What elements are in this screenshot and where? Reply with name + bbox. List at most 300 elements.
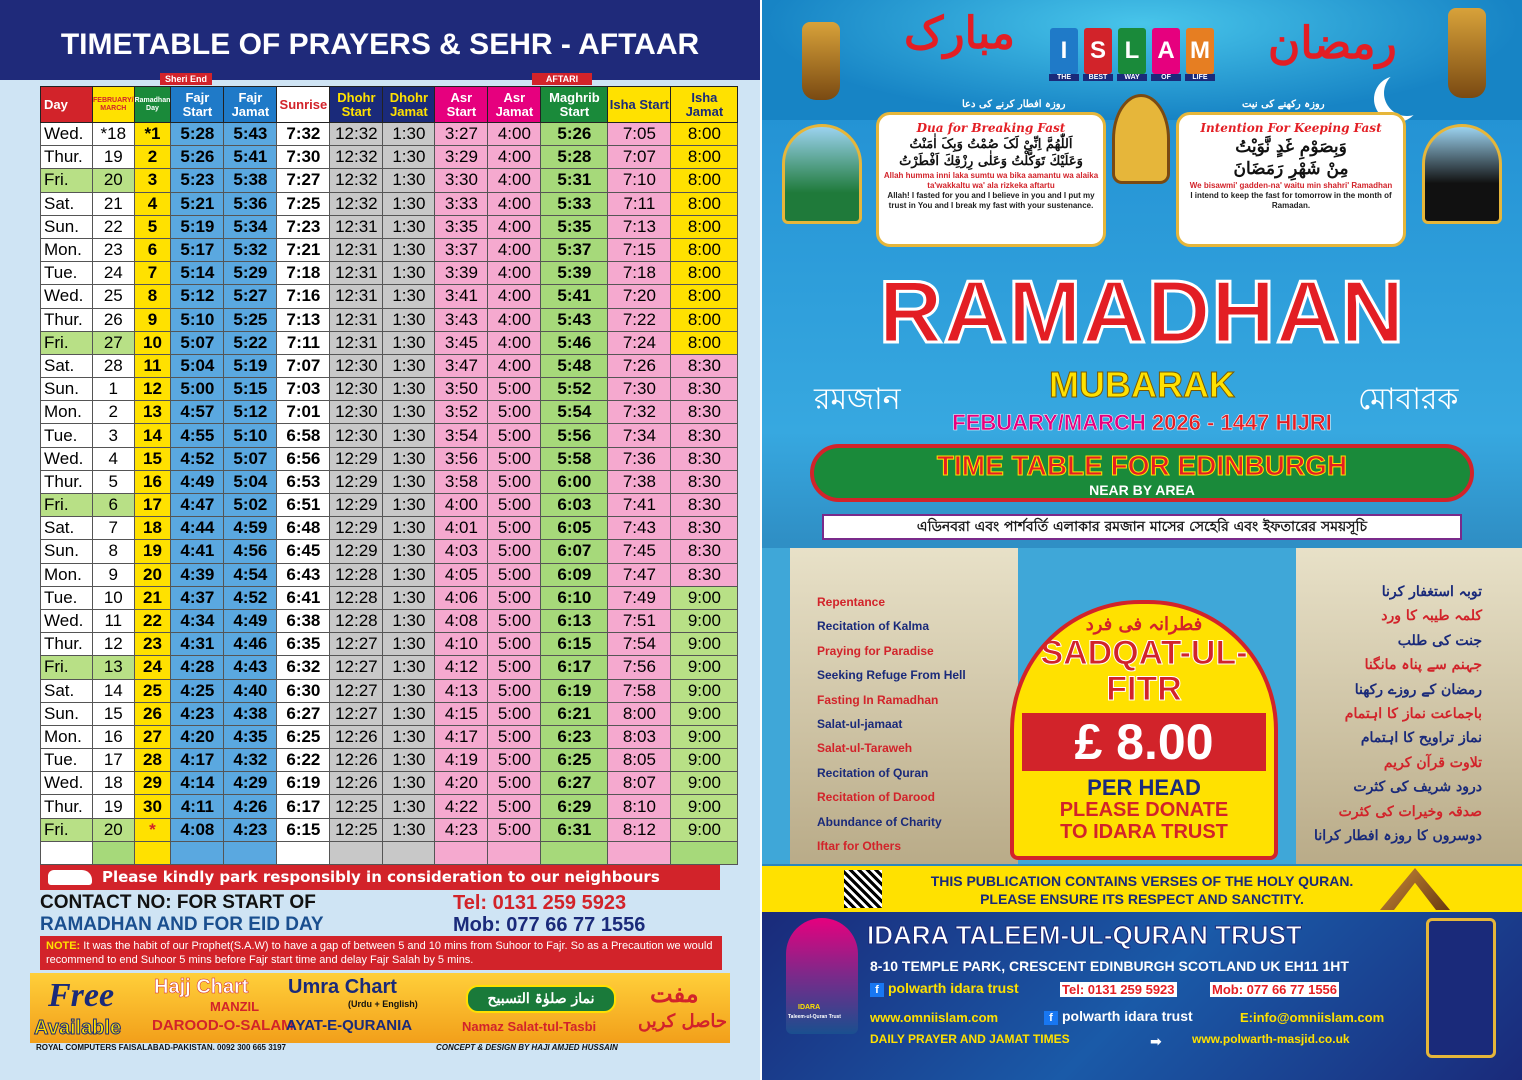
cell-fajr-start: 4:23	[171, 702, 224, 725]
cell-asr-jamat: 5:00	[488, 795, 541, 818]
cell-maghrib-start: 5:43	[541, 308, 608, 331]
calligraphy-logo-icon	[1426, 918, 1496, 1058]
cell-sunrise: 7:21	[277, 238, 330, 261]
cell-isha-jamat: 8:30	[671, 424, 738, 447]
cell-asr-jamat: 5:00	[488, 563, 541, 586]
cell-february-march: 26	[93, 308, 135, 331]
cell-fajr-start: 5:10	[171, 308, 224, 331]
virtue-item: Seeking Refuge From Hell	[817, 668, 966, 683]
cell-fajr-jamat: 5:04	[224, 470, 277, 493]
cell-asr-start: 3:54	[435, 424, 488, 447]
cell-fajr-start: 4:34	[171, 609, 224, 632]
cell-fajr-start: 4:25	[171, 679, 224, 702]
cell-asr-jamat: 5:00	[488, 609, 541, 632]
cell-sunrise	[277, 841, 330, 864]
cell-ramadhan-day: 4	[134, 192, 171, 215]
cell-ramadhan-day: 8	[134, 285, 171, 308]
cell-asr-start	[435, 841, 488, 864]
cell-day: Thur.	[41, 470, 93, 493]
parking-notice: Please kindly park responsibly in consideration to our neighbours	[40, 865, 720, 890]
cell-sunrise: 6:53	[277, 470, 330, 493]
cell-dhohr-start: 12:26	[330, 772, 383, 795]
cell-asr-jamat: 5:00	[488, 540, 541, 563]
virtue-item: Recitation of Quran	[817, 765, 929, 780]
header-ramadhan-day: Ramadhan Day	[134, 87, 171, 123]
virtue-item: Recitation of Darood	[817, 790, 936, 805]
cell-asr-start: 4:08	[435, 609, 488, 632]
cell-february-march: 13	[93, 656, 135, 679]
cell-ramadhan-day: 16	[134, 470, 171, 493]
islam-sub-label: OF	[1151, 74, 1181, 81]
cell-february-march	[93, 841, 135, 864]
cell-sunrise: 6:17	[277, 795, 330, 818]
cell-ramadhan-day: 6	[134, 238, 171, 261]
urdu-english: (Urdu + English)	[348, 999, 418, 1009]
cell-dhohr-jamat: 1:30	[383, 517, 435, 540]
cell-day: Fri.	[41, 818, 93, 841]
kaaba-icon	[1422, 124, 1502, 224]
website-link[interactable]: www.omniislam.com	[870, 1010, 999, 1025]
cell-dhohr-start: 12:26	[330, 725, 383, 748]
table-row	[41, 749, 738, 772]
cell-sunrise: 6:48	[277, 517, 330, 540]
header-maghrib-start: Maghrib Start	[541, 87, 608, 123]
cell-fajr-start: 4:37	[171, 586, 224, 609]
cell-asr-jamat: 4:00	[488, 308, 541, 331]
cell-isha-jamat: 8:30	[671, 401, 738, 424]
header-fajr-jamat: Fajr Jamat	[224, 87, 277, 123]
cell-dhohr-start: 12:29	[330, 470, 383, 493]
cell-asr-jamat: 4:00	[488, 215, 541, 238]
cell-isha-start: 7:15	[608, 238, 671, 261]
cell-isha-start	[608, 841, 671, 864]
car-icon	[48, 870, 92, 885]
virtue-item-urdu: نماز تراویح کا اہتمام	[1360, 730, 1482, 747]
cell-maghrib-start: 6:03	[541, 494, 608, 517]
cell-february-march: 8	[93, 540, 135, 563]
cell-day: Wed.	[41, 285, 93, 308]
website-link-2[interactable]: www.polwarth-masjid.co.uk	[1192, 1032, 1350, 1046]
virtue-item-urdu: درود شریف کی کثرت	[1353, 779, 1482, 796]
cell-day: Fri.	[41, 656, 93, 679]
cell-asr-start: 3:35	[435, 215, 488, 238]
cell-asr-start: 3:45	[435, 331, 488, 354]
cell-fajr-jamat: 4:43	[224, 656, 277, 679]
cell-isha-jamat: 8:30	[671, 540, 738, 563]
cell-asr-jamat: 5:00	[488, 818, 541, 841]
table-row	[41, 563, 738, 586]
cell-fajr-jamat: 5:29	[224, 262, 277, 285]
cell-asr-jamat: 4:00	[488, 285, 541, 308]
table-row	[41, 123, 738, 146]
free-charts-banner	[30, 973, 730, 1043]
cell-sunrise: 7:11	[277, 331, 330, 354]
facebook-link-2[interactable]: f polwarth idara trust	[1044, 1008, 1193, 1025]
cell-dhohr-jamat: 1:30	[383, 818, 435, 841]
cell-isha-start: 7:36	[608, 447, 671, 470]
credit-right: CONCEPT & DESIGN BY HAJI AMJED HUSSAIN	[436, 1043, 618, 1052]
virtue-item-urdu: دوسروں کا روزہ افطار کرانا	[1314, 828, 1482, 845]
cell-fajr-jamat: 5:34	[224, 215, 277, 238]
cell-dhohr-start: 12:32	[330, 123, 383, 146]
cell-isha-start: 7:11	[608, 192, 671, 215]
cell-maghrib-start: 6:13	[541, 609, 608, 632]
cell-asr-jamat: 5:00	[488, 401, 541, 424]
cell-asr-start: 4:22	[435, 795, 488, 818]
cell-fajr-jamat: 5:07	[224, 447, 277, 470]
cell-fajr-jamat: 4:26	[224, 795, 277, 818]
virtue-item-urdu: جہنم سے پناہ مانگنا	[1364, 657, 1482, 674]
cell-maghrib-start: 5:35	[541, 215, 608, 238]
table-row	[41, 586, 738, 609]
dua-label-urdu: روزہ افطار کرنے کی دعا	[962, 99, 1066, 110]
cell-maghrib-start: 6:00	[541, 470, 608, 493]
cell-dhohr-jamat: 1:30	[383, 192, 435, 215]
crescent-moon-icon	[1384, 70, 1430, 116]
cell-fajr-jamat: 5:10	[224, 424, 277, 447]
cell-isha-jamat: 8:00	[671, 192, 738, 215]
cell-sunrise: 7:01	[277, 401, 330, 424]
cell-dhohr-jamat: 1:30	[383, 795, 435, 818]
cell-ramadhan-day: 28	[134, 749, 171, 772]
cell-sunrise: 7:27	[277, 169, 330, 192]
cell-dhohr-start: 12:25	[330, 818, 383, 841]
cell-isha-jamat	[671, 841, 738, 864]
cell-maghrib-start: 5:56	[541, 424, 608, 447]
timetable-title: TIMETABLE OF PRAYERS & SEHR - AFTAAR	[0, 0, 760, 80]
table-row	[41, 818, 738, 841]
islam-sub-label: THE	[1049, 74, 1079, 81]
cell-february-march: 7	[93, 517, 135, 540]
cell-isha-jamat: 8:00	[671, 146, 738, 169]
virtue-item-urdu: جنت کی طلب	[1397, 632, 1482, 649]
cell-february-march: 10	[93, 586, 135, 609]
cell-day: Fri.	[41, 169, 93, 192]
cell-fajr-start: 5:00	[171, 378, 224, 401]
cell-dhohr-jamat: 1:30	[383, 262, 435, 285]
cell-ramadhan-day: 3	[134, 169, 171, 192]
cell-isha-jamat: 9:00	[671, 586, 738, 609]
cell-february-march: 21	[93, 192, 135, 215]
islam-letter-tag: L	[1118, 28, 1146, 74]
cell-isha-start: 7:56	[608, 656, 671, 679]
cell-asr-jamat: 5:00	[488, 725, 541, 748]
cell-dhohr-start: 12:29	[330, 540, 383, 563]
qr-code-icon[interactable]	[844, 870, 882, 908]
credit-left: ROYAL COMPUTERS FAISALABAD-PAKISTAN. 0092 300 665 3197	[36, 1043, 287, 1052]
cell-fajr-jamat: 5:19	[224, 354, 277, 377]
hajj-chart: Hajj Chart	[154, 976, 249, 998]
cell-isha-start: 7:13	[608, 215, 671, 238]
cell-isha-start: 7:43	[608, 517, 671, 540]
cell-fajr-jamat: 4:59	[224, 517, 277, 540]
cell-asr-jamat: 5:00	[488, 378, 541, 401]
islam-sub-label: WAY	[1117, 74, 1147, 81]
quran-respect-notice: THIS PUBLICATION CONTAINS VERSES OF THE HOLY QURAN. PLEASE ENSURE ITS RESPECT AND SANCTITY.	[762, 866, 1522, 912]
cell-dhohr-start: 12:27	[330, 679, 383, 702]
cell-asr-jamat: 5:00	[488, 424, 541, 447]
table-row	[41, 169, 738, 192]
ramzan-urdu: رمضان	[1268, 18, 1397, 69]
cell-maghrib-start: 5:41	[541, 285, 608, 308]
ramzan-bengali: রমজান	[814, 382, 901, 417]
cell-dhohr-start: 12:31	[330, 285, 383, 308]
cell-february-march: 22	[93, 215, 135, 238]
cell-asr-jamat: 4:00	[488, 192, 541, 215]
cell-fajr-jamat: 5:15	[224, 378, 277, 401]
cell-fajr-jamat: 5:27	[224, 285, 277, 308]
cell-isha-jamat: 9:00	[671, 772, 738, 795]
cell-day: Wed.	[41, 123, 93, 146]
cell-dhohr-jamat: 1:30	[383, 633, 435, 656]
manzil: MANZIL	[210, 999, 260, 1014]
cell-sunrise: 6:43	[277, 563, 330, 586]
namaz-urdu-badge: نماز صلوٰۃ التسبیح	[466, 985, 616, 1013]
cell-asr-start: 3:47	[435, 354, 488, 377]
cell-dhohr-start: 12:31	[330, 238, 383, 261]
cell-asr-start: 3:37	[435, 238, 488, 261]
cell-dhohr-jamat: 1:30	[383, 470, 435, 493]
cell-dhohr-start: 12:30	[330, 401, 383, 424]
cell-sunrise: 6:27	[277, 702, 330, 725]
cell-sunrise: 6:19	[277, 772, 330, 795]
header-day: Day	[41, 87, 93, 123]
cell-isha-start: 7:32	[608, 401, 671, 424]
cell-isha-jamat: 8:30	[671, 354, 738, 377]
virtue-item: Iftar for Others	[817, 839, 902, 854]
cell-sunrise: 6:51	[277, 494, 330, 517]
cell-dhohr-jamat: 1:30	[383, 772, 435, 795]
table-row	[41, 192, 738, 215]
cell-dhohr-jamat	[383, 841, 435, 864]
cell-isha-jamat: 8:30	[671, 447, 738, 470]
cell-fajr-jamat: 5:38	[224, 169, 277, 192]
virtue-item: Recitation of Kalma	[817, 619, 930, 634]
cell-fajr-start: 4:08	[171, 818, 224, 841]
cell-isha-start: 7:22	[608, 308, 671, 331]
cell-isha-jamat: 8:30	[671, 470, 738, 493]
cell-february-march: 14	[93, 679, 135, 702]
aftari-label: AFTARI	[532, 73, 592, 85]
cell-february-march: 6	[93, 494, 135, 517]
cell-asr-start: 3:27	[435, 123, 488, 146]
cell-sunrise: 7:18	[277, 262, 330, 285]
cell-isha-start: 8:00	[608, 702, 671, 725]
cell-fajr-jamat: 4:40	[224, 679, 277, 702]
cell-fajr-jamat: 4:52	[224, 586, 277, 609]
cell-ramadhan-day: 19	[134, 540, 171, 563]
contact-line-1: CONTACT NO: FOR START OF	[40, 892, 316, 913]
cell-isha-start: 7:34	[608, 424, 671, 447]
cell-sunrise: 7:25	[277, 192, 330, 215]
cell-asr-jamat: 4:00	[488, 331, 541, 354]
cell-dhohr-start: 12:28	[330, 586, 383, 609]
cell-february-march: *18	[93, 123, 135, 146]
cell-february-march: 15	[93, 702, 135, 725]
ramadhan-poster	[762, 0, 1522, 1080]
cell-february-march: 16	[93, 725, 135, 748]
cell-isha-jamat: 9:00	[671, 679, 738, 702]
table-row	[41, 540, 738, 563]
cell-fajr-jamat: 4:38	[224, 702, 277, 725]
cell-asr-start: 3:29	[435, 146, 488, 169]
cell-ramadhan-day: 15	[134, 447, 171, 470]
cell-fajr-jamat: 4:56	[224, 540, 277, 563]
cell-day: Sun.	[41, 540, 93, 563]
cell-sunrise: 7:13	[277, 308, 330, 331]
cell-isha-jamat: 9:00	[671, 609, 738, 632]
islam-letter-tag: S	[1084, 28, 1112, 74]
table-row	[41, 354, 738, 377]
cell-isha-jamat: 8:00	[671, 308, 738, 331]
cell-isha-start: 7:07	[608, 146, 671, 169]
cell-dhohr-jamat: 1:30	[383, 679, 435, 702]
cell-ramadhan-day: 21	[134, 586, 171, 609]
cell-sunrise: 6:22	[277, 749, 330, 772]
cell-ramadhan-day: *1	[134, 123, 171, 146]
virtue-item: Praying for Paradise	[817, 643, 934, 658]
cell-dhohr-start: 12:32	[330, 169, 383, 192]
cell-maghrib-start: 5:31	[541, 169, 608, 192]
table-row	[41, 633, 738, 656]
contact-info	[40, 892, 324, 936]
islam-letter-tag: I	[1050, 28, 1078, 74]
cell-maghrib-start: 5:33	[541, 192, 608, 215]
cell-isha-jamat: 8:00	[671, 169, 738, 192]
cell-asr-jamat: 5:00	[488, 517, 541, 540]
cell-dhohr-jamat: 1:30	[383, 563, 435, 586]
cell-dhohr-start: 12:31	[330, 215, 383, 238]
cell-fajr-start: 4:31	[171, 633, 224, 656]
cell-day: Mon.	[41, 563, 93, 586]
cell-day: Sun.	[41, 215, 93, 238]
cell-dhohr-jamat: 1:30	[383, 540, 435, 563]
cell-maghrib-start: 6:10	[541, 586, 608, 609]
cell-asr-jamat: 4:00	[488, 262, 541, 285]
virtues-list-english	[817, 590, 966, 858]
darood: DAROOD-O-SALAM	[152, 1017, 294, 1034]
cell-dhohr-jamat: 1:30	[383, 331, 435, 354]
cell-isha-start: 7:41	[608, 494, 671, 517]
namaz-tasbi: Namaz Salat-tul-Tasbi	[462, 1019, 597, 1034]
cell-february-march: 4	[93, 447, 135, 470]
table-row	[41, 378, 738, 401]
cell-dhohr-start: 12:28	[330, 563, 383, 586]
cell-day: Fri.	[41, 331, 93, 354]
cell-isha-jamat: 8:30	[671, 517, 738, 540]
cell-ramadhan-day: 10	[134, 331, 171, 354]
cell-february-march: 27	[93, 331, 135, 354]
cell-fajr-start: 4:11	[171, 795, 224, 818]
cell-sunrise: 7:32	[277, 123, 330, 146]
cell-fajr-start: 4:44	[171, 517, 224, 540]
cell-day: Mon.	[41, 401, 93, 424]
cell-day: Thur.	[41, 146, 93, 169]
cell-day: Wed.	[41, 609, 93, 632]
cell-isha-jamat: 9:00	[671, 702, 738, 725]
cell-february-march: 25	[93, 285, 135, 308]
cell-dhohr-start: 12:30	[330, 378, 383, 401]
dua-breaking-fast: Dua for Breaking Fast اَللّٰهُمَّ اِنِّیْ لَکَ صُمْتُ وَبِکَ اٰمَنْتُ وَعَلَيْكَ تَوَكَّلْتُ وَعَلٰى رِزْقِكَ اَفْطَرْتُ Allah humma inni laka sumtu wa bika aamantu wa alaika ta'wakkaltu wa' ala rizkeka aftartu Allah! I fasted for you and I believe in you and I put my trust in You and I break my fast with your sustenance.	[876, 112, 1106, 247]
cell-ramadhan-day: 20	[134, 563, 171, 586]
table-row	[41, 308, 738, 331]
cell-dhohr-jamat: 1:30	[383, 447, 435, 470]
email-link[interactable]: E:info@omniislam.com	[1240, 1010, 1385, 1025]
virtue-item: Fasting In Ramadhan	[817, 692, 939, 707]
facebook-link[interactable]: f polwarth idara trust	[870, 980, 1019, 997]
cell-asr-jamat: 4:00	[488, 354, 541, 377]
cell-fajr-jamat: 5:22	[224, 331, 277, 354]
cell-day: Mon.	[41, 238, 93, 261]
cell-maghrib-start: 5:46	[541, 331, 608, 354]
cell-isha-start: 7:38	[608, 470, 671, 493]
cell-dhohr-jamat: 1:30	[383, 354, 435, 377]
timetable-page	[0, 0, 760, 1080]
table-row	[41, 447, 738, 470]
cell-fajr-jamat: 5:43	[224, 123, 277, 146]
table-row	[41, 146, 738, 169]
cell-dhohr-start: 12:29	[330, 447, 383, 470]
table-row	[41, 609, 738, 632]
sheri-end-label: Sheri End	[160, 73, 212, 85]
cell-dhohr-jamat: 1:30	[383, 169, 435, 192]
cell-isha-jamat: 8:30	[671, 378, 738, 401]
cell-day: Tue.	[41, 749, 93, 772]
cell-dhohr-jamat: 1:30	[383, 238, 435, 261]
cell-sunrise: 7:07	[277, 354, 330, 377]
cell-day: Fri.	[41, 494, 93, 517]
cell-asr-start: 4:03	[435, 540, 488, 563]
cell-isha-jamat: 9:00	[671, 749, 738, 772]
cell-fajr-start	[171, 841, 224, 864]
cell-ramadhan-day: 30	[134, 795, 171, 818]
cell-day: Sun.	[41, 378, 93, 401]
cell-asr-start: 4:17	[435, 725, 488, 748]
header-asr-start: Asr Start	[435, 87, 488, 123]
cell-asr-jamat: 5:00	[488, 772, 541, 795]
footer-tel: Tel: 0131 259 5923	[1062, 982, 1175, 997]
cell-february-march: 2	[93, 401, 135, 424]
cell-dhohr-start: 12:29	[330, 517, 383, 540]
header-isha-jamat: Isha Jamat	[671, 87, 738, 123]
sadqat-title: SADQAT-UL-FITR	[1040, 634, 1248, 708]
cell-maghrib-start: 5:58	[541, 447, 608, 470]
cell-day: Thur.	[41, 795, 93, 818]
cell-isha-start: 7:45	[608, 540, 671, 563]
cell-isha-jamat: 8:30	[671, 494, 738, 517]
green-dome-icon	[782, 124, 862, 224]
cell-maghrib-start: 6:07	[541, 540, 608, 563]
cell-maghrib-start: 6:25	[541, 749, 608, 772]
cell-isha-jamat: 8:00	[671, 331, 738, 354]
cell-fajr-jamat: 4:29	[224, 772, 277, 795]
virtue-item-urdu: تلاوت قرآن کریم	[1383, 754, 1482, 771]
table-row	[41, 494, 738, 517]
cell-february-march: 19	[93, 795, 135, 818]
lantern-left-icon	[802, 22, 840, 100]
cell-ramadhan-day: 5	[134, 215, 171, 238]
cell-fajr-start: 5:26	[171, 146, 224, 169]
table-row	[41, 517, 738, 540]
cell-february-march: 18	[93, 772, 135, 795]
cell-isha-start: 7:24	[608, 331, 671, 354]
cell-dhohr-start: 12:32	[330, 146, 383, 169]
cell-day: Thur.	[41, 308, 93, 331]
cell-asr-start: 3:50	[435, 378, 488, 401]
virtue-item: Salat-ul-jamaat	[817, 717, 903, 732]
cell-fajr-start: 4:17	[171, 749, 224, 772]
virtue-item: Abundance of Charity	[817, 814, 942, 829]
